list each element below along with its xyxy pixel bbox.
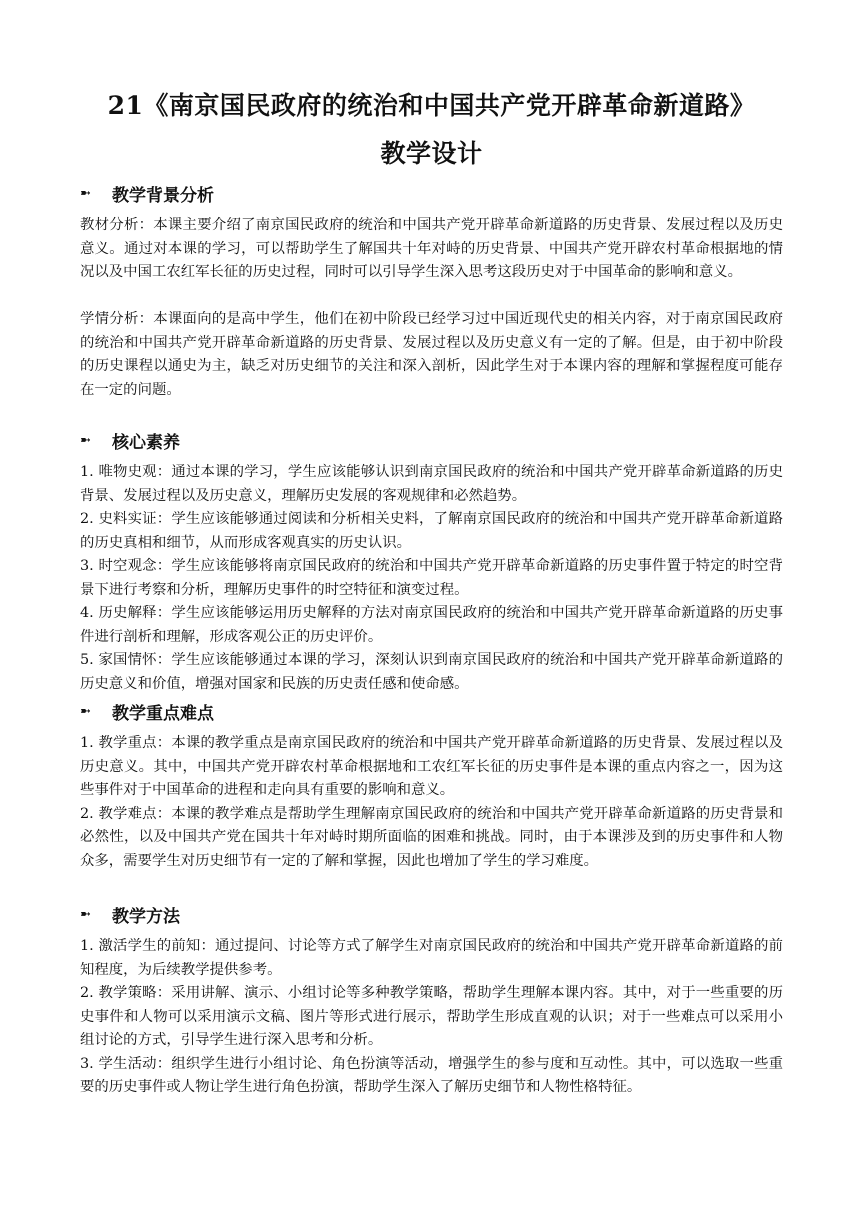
section-key-difficult-points: [80, 698, 783, 873]
section-heading-text: 核心素养: [112, 432, 180, 453]
document-subtitle: 教学设计: [380, 139, 483, 168]
section-heading-text: 教学方法: [112, 906, 180, 927]
section-heading: [80, 698, 783, 724]
list-item: 1. 唯物史观：通过本课的学习，学生应该能够认识到南京国民政府的统治和中国共产党开辟革命新道路的历史背景、发展过程以及历史意义，理解历史发展的客观规律和必然趋势。: [80, 464, 783, 504]
section-heading-text: 教学背景分析: [112, 185, 214, 206]
list-item: 1. 激活学生的前知：通过提问、讨论等方式了解学生对南京国民政府的统治和中国共产党开辟革命新道路的前知程度，为后续教学提供参考。: [80, 938, 783, 978]
list-item: 1. 教学重点：本课的教学重点是南京国民政府的统治和中国共产党开辟革命新道路的历史背景、发展过程以及历史意义。其中，中国共产党开辟农村革命根据地和工农红军长征的历史事件是本课的重点内容之一，因为这些事件对于中国革命的进程和走向具有重要的影响和意义。: [80, 735, 783, 798]
arrow-bullet-icon: ➼: [80, 432, 89, 448]
section-heading: [80, 901, 783, 927]
list-item: 3. 时空观念：学生应该能够将南京国民政府的统治和中国共产党开辟革命新道路的历史事件置于特定的时空背景下进行考察和分析，理解历史事件的时空特征和演变过程。: [80, 558, 783, 598]
paragraph-textbook-analysis: 教材分析：本课主要介绍了南京国民政府的统治和中国共产党开辟革命新道路的历史背景、发展过程以及历史意义。通过对本课的学习，可以帮助学生了解国共十年对峙的历史背景、中国共产党开辟农村革命根据地的情况以及中国工农红军长征的历史过程，同时可以引导学生深入思考这段历史对于中国革命的影响和意义。: [80, 217, 783, 280]
section-core-literacy: [80, 427, 783, 696]
list-item: 3. 学生活动：组织学生进行小组讨论、角色扮演等活动，增强学生的参与度和互动性。其中，可以选取一些重要的历史事件或人物让学生进行角色扮演，帮助学生深入了解历史细节和人物性格特征。: [80, 1055, 783, 1095]
document-title: 21《南京国民政府的统治和中国共产党开辟革命新道路》: [107, 91, 756, 120]
list-item: 2. 教学策略：采用讲解、演示、小组讨论等多种教学策略，帮助学生理解本课内容。其中，对于一些重要的历史事件和人物可以采用演示文稿、图片等形式进行展示，帮助学生形成直观的认识；对于一些难点可以采用小组讨论的方式，引导学生进行深入思考和分析。: [80, 985, 783, 1048]
paragraph-learner-analysis: 学情分析：本课面向的是高中学生，他们在初中阶段已经学习过中国近现代史的相关内容，对于南京国民政府的统治和中国共产党开辟革命新道路的历史背景、发展过程以及历史意义有一定的了解。但是，由于初中阶段的历史课程以通史为主，缺乏对历史细节的关注和深入剖析，因此学生对于本课内容的理解和掌握程度可能存在一定的问题。: [80, 311, 783, 398]
list-item: 2. 史料实证：学生应该能够通过阅读和分析相关史料，了解南京国民政府的统治和中国共产党开辟革命新道路的历史真相和细节，从而形成客观真实的历史认识。: [80, 511, 783, 551]
arrow-bullet-icon: ➼: [80, 703, 89, 719]
section-teaching-methods: [80, 901, 783, 1100]
list-item: 5. 家国情怀：学生应该能够通过本课的学习，深刻认识到南京国民政府的统治和中国共产党开辟革命新道路的历史意义和价值，增强对国家和民族的历史责任感和使命感。: [80, 652, 783, 692]
section-heading-text: 教学重点难点: [112, 703, 214, 724]
section-background: [80, 180, 783, 402]
arrow-bullet-icon: ➼: [80, 185, 89, 201]
section-heading: [80, 180, 783, 206]
list-item: 4. 历史解释：学生应该能够运用历史解释的方法对南京国民政府的统治和中国共产党开辟革命新道路的历史事件进行剖析和理解，形成客观公正的历史评价。: [80, 605, 783, 645]
list-item: 2. 教学难点：本课的教学难点是帮助学生理解南京国民政府的统治和中国共产党开辟革命新道路的历史背景和必然性，以及中国共产党在国共十年对峙时期所面临的困难和挑战。同时，由于本课涉及到的历史事件和人物众多，需要学生对历史细节有一定的了解和掌握，因此也增加了学生的学习难度。: [80, 805, 783, 869]
arrow-bullet-icon: ➼: [80, 906, 89, 922]
section-heading: [80, 427, 783, 453]
